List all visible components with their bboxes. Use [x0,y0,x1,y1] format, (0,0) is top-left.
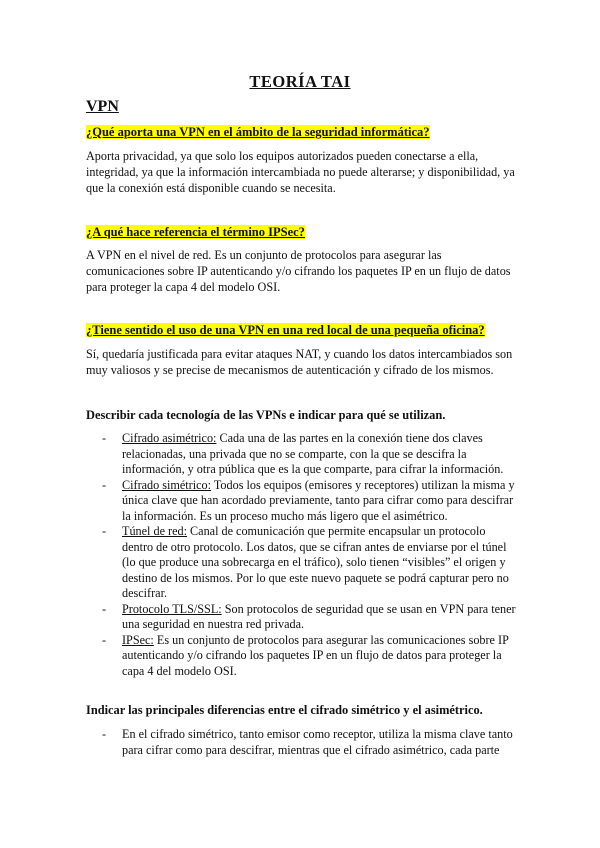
question-2-text: ¿A qué hace referencia el término IPSec? [86,225,305,239]
list-item-term: IPSec: [122,632,154,647]
heading-cipher-differences: Indicar las principales diferencias entre el cifrado simétrico y el asimétrico. [86,703,483,717]
answer-2: A VPN en el nivel de red. Es un conjunto de protocolos para asegurar las comunicaciones sobre IP autenticando y/o cifrando los paquetes IP en un flujo de datos para proteger la capa 4 del modelo OSI. [86,248,511,294]
list-item: - IPSec: Es un conjunto de protocolos para asegurar las comunicaciones sobre IP autenticando y/o cifrando los paquetes IP en un flujo de datos para proteger la capa 4 del modelo OSI. [102,632,509,678]
list-item-text: Todos los equipos (emisores y receptores) utilizan la misma y única clave que han acordado previamente, tanto para cifrar como para descifrar la información. Es un proceso mucho más ligero que el asimétrico. [122,477,515,523]
list-item-term: Protocolo TLS/SSL: [122,601,222,616]
document-title: TEORÍA TAI [249,72,351,91]
question-1 [86,125,430,140]
list-item-text: Son protocolos de seguridad que se usan en VPN para tener una seguridad en nuestra red privada. [122,601,516,631]
list-item-text: Es un conjunto de protocolos para asegurar las comunicaciones sobre IP autenticando y/o cifrando los paquetes IP en un flujo de datos para proteger la capa 4 del modelo OSI. [122,632,509,678]
list-item: - En el cifrado simétrico, tanto emisor como receptor, utiliza la misma clave tanto para cifrar como para descifrar, mientras que el cifrado asimétrico, cada parte [102,727,513,757]
question-2 [86,225,305,240]
question-1-text: ¿Qué aporta una VPN en el ámbito de la seguridad informática? [86,125,430,139]
list-item-term: Cifrado simétrico: [122,477,212,492]
question-3 [86,323,485,338]
answer-1: Aporta privacidad, ya que solo los equipos autorizados pueden conectarse a ella, integridad, ya que la información intercambiada no puede alterarse; y disponibilidad, ya que la conexión está disponible cuando se necesita. [86,149,515,195]
heading-vpn-technologies: Describir cada tecnología de las VPNs e indicar para qué se utilizan. [86,408,446,422]
section-title: VPN [86,98,119,115]
diff-list [86,727,516,758]
list-item: - Protocolo TLS/SSL: Son protocolos de seguridad que se usan en VPN para tener una seguridad en nuestra red privada. [102,601,516,631]
answer-3: Sí, quedaría justificada para evitar ataques NAT, y cuando los datos intercambiados son muy valiosos y se precise de mecanismos de autenticación y cifrado de los mismos. [86,347,513,377]
list-item: - Túnel de red: Canal de comunicación que permite encapsular un protocolo dentro de otro protocolo. Los datos, que se cifran antes de enviarse por el túnel (lo que produce una sobrecarga en el tráfico), solo tienen “visibles” el origen y destino de los mismos. Por lo que este nuevo paquete se podrá capturar pero no descifrar. [102,524,509,600]
list-item: - Cifrado simétrico: Todos los equipos (emisores y receptores) utilizan la misma y única clave que han acordado previamente, tanto para cifrar como para descifrar la información. Es un proceso mucho más ligero que el asimétrico. [102,477,515,523]
tech-list [86,431,516,679]
question-3-text: ¿Tiene sentido el uso de una VPN en una red local de una pequeña oficina? [86,323,485,337]
list-item: - Cifrado asimétrico: Cada una de las partes en la conexión tiene dos claves relacionadas, una privada que no se comparte, con la que se descifra la información, y otra pública que es la que comparte, para cifrar la información. [102,431,504,476]
list-item-text: Canal de comunicación que permite encapsular un protocolo dentro de otro protocolo. Los datos, que se cifran antes de enviarse por el túnel (lo que produce una sobrecarga en el tráfico), solo tienen “visibles” el origen y destino de los mismos. Por lo que este nuevo paquete se podrá capturar pero no descifrar. [122,524,509,600]
list-item-term: Túnel de red: [122,524,187,538]
list-item-text: En el cifrado simétrico, tanto emisor como receptor, utiliza la misma clave tanto para cifrar como para descifrar, mientras que el cifrado asimétrico, cada parte [122,727,513,757]
list-item-text: Cada una de las partes en la conexión tiene dos claves relacionadas, una privada que no se comparte, con la que se descifra la información, y otra pública que es la que comparte, para cifrar la información. [122,431,504,476]
list-item-term: Cifrado asimétrico: [122,431,217,445]
